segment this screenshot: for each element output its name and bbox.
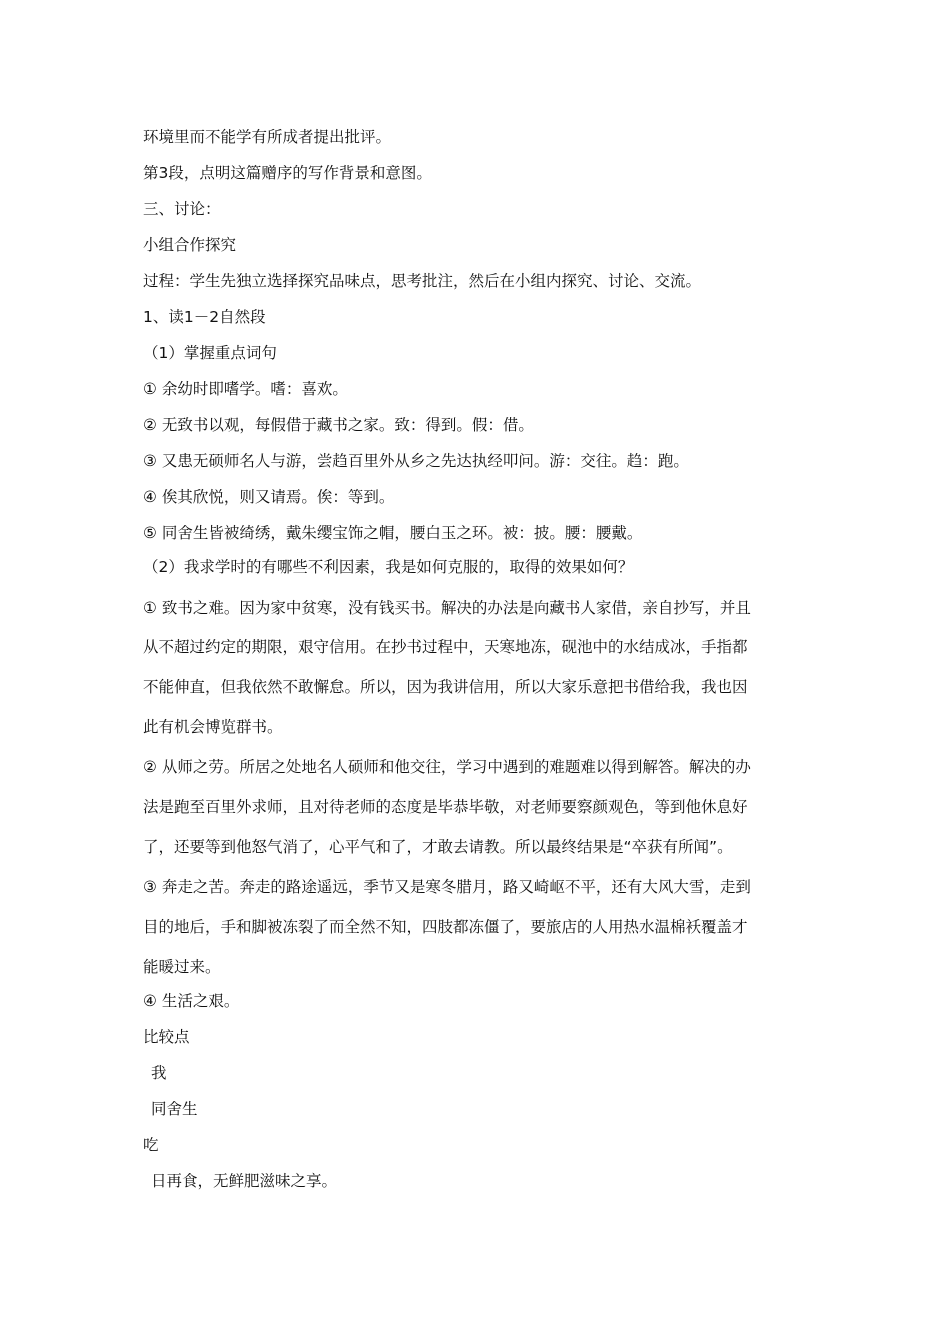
text-line: 能暖过来。 bbox=[143, 958, 221, 976]
text-line: 小组合作探究 bbox=[143, 236, 237, 254]
text-line: ② 无致书以观，每假借于藏书之家。致：得到。假：借。 bbox=[143, 416, 534, 434]
text-line: ③ 又患无硕师名人与游，尝趋百里外从乡之先达执经叩问。游：交往。趋：跑。 bbox=[143, 452, 689, 470]
section-heading: 三、讨论： bbox=[143, 200, 221, 218]
text-line: ③ 奔走之苦。奔走的路途遥远，季节又是寒冬腊月，路又崎岖不平，还有大风大雪，走到 bbox=[143, 878, 751, 896]
text-line: ④ 生活之艰。 bbox=[143, 992, 240, 1010]
text-line: 同舍生 bbox=[151, 1100, 198, 1118]
text-line: 了，还要等到他怒气消了，心平气和了，才敢去请教。所以最终结果是“卒获有所闻”。 bbox=[143, 838, 733, 856]
text-line: ① 致书之难。因为家中贫寒，没有钱买书。解决的办法是向藏书人家借，亲自抄写，并且 bbox=[143, 599, 751, 617]
text-line: 日再食，无鲜肥滋味之享。 bbox=[151, 1172, 338, 1190]
text-line: 不能伸直，但我依然不敢懈怠。所以，因为我讲信用，所以大家乐意把书借给我，我也因 bbox=[143, 678, 748, 696]
text-line: 法是跑至百里外求师，且对待老师的态度是毕恭毕敬，对老师要察颜观色，等到他休息好 bbox=[143, 798, 748, 816]
text-line: 环境里而不能学有所成者提出批评。 bbox=[143, 128, 392, 146]
text-line: ① 余幼时即嗜学。嗜：喜欢。 bbox=[143, 380, 348, 398]
text-line: （2）我求学时的有哪些不利因素，我是如何克服的，取得的效果如何？ bbox=[143, 558, 634, 576]
text-line: 吃 bbox=[143, 1136, 159, 1154]
text-line: 过程：学生先独立选择探究品味点，思考批注，然后在小组内探究、讨论、交流。 bbox=[143, 272, 702, 290]
text-line: ④ 俟其欣悦，则又请焉。俟：等到。 bbox=[143, 488, 395, 506]
text-line: ② 从师之劳。所居之处地名人硕师和他交往，学习中遇到的难题难以得到解答。解决的办 bbox=[143, 758, 751, 776]
text-line: 比较点 bbox=[143, 1028, 190, 1046]
text-line: 我 bbox=[151, 1064, 167, 1082]
text-line: 此有机会博览群书。 bbox=[143, 718, 283, 736]
text-line: 第3段，点明这篇赠序的写作背景和意图。 bbox=[143, 164, 432, 182]
text-line: 目的地后，手和脚被冻裂了而全然不知，四肢都冻僵了，要旅店的人用热水温棉袄覆盖才 bbox=[143, 918, 748, 936]
text-line: 从不超过约定的期限，艰守信用。在抄书过程中，天寒地冻，砚池中的水结成冰，手指都 bbox=[143, 638, 748, 656]
text-line: ⑤ 同舍生皆被绮绣，戴朱缨宝饰之帽，腰白玉之环。被：披。腰：腰戴。 bbox=[143, 524, 643, 542]
text-line: 1、读1－2自然段 bbox=[143, 308, 266, 326]
text-line: （1）掌握重点词句 bbox=[143, 344, 277, 362]
